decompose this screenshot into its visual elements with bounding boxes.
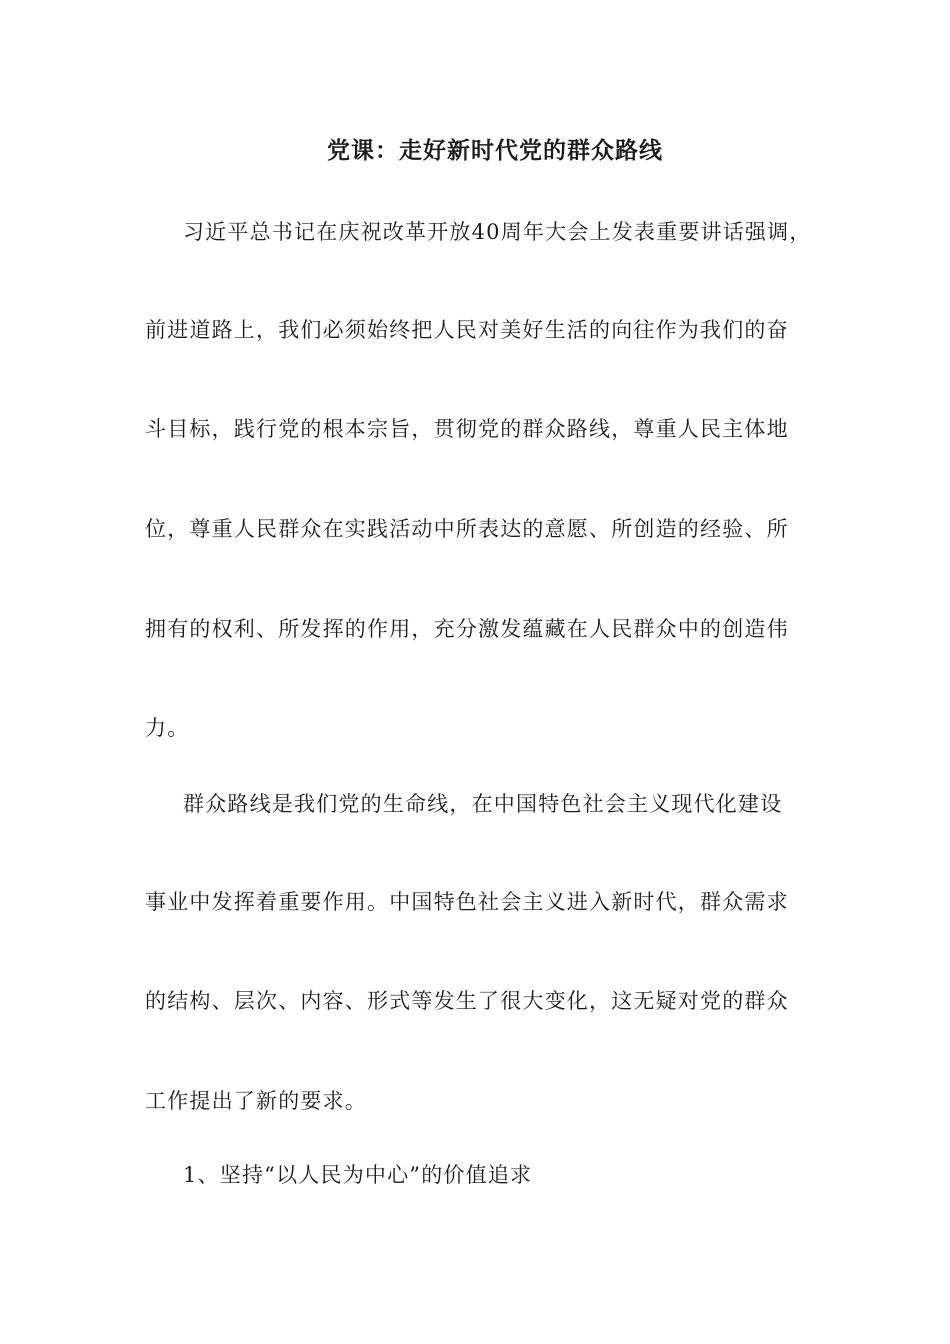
paragraph-1-line-6: 力。 (145, 716, 190, 740)
paragraph-2-line-3: 的结构、层次、内容、形式等发生了很大变化，这无疑对党的群众 (145, 989, 789, 1013)
paragraph-2-line-2: 事业中发挥着重要作用。中国特色社会主义进入新时代，群众需求 (145, 890, 789, 914)
paragraph-1-line-2: 前进道路上，我们必须始终把人民对美好生活的向往作为我们的奋 (145, 318, 789, 342)
paragraph-1-line-1: 习近平总书记在庆祝改革开放40周年大会上发表重要讲话强调， (183, 220, 812, 244)
paragraph-2-line-4: 工作提出了新的要求。 (145, 1089, 367, 1113)
paragraph-1-line-3: 斗目标，践行党的根本宗旨，贯彻党的群众路线，尊重人民主体地 (145, 417, 789, 441)
document-title: 党课：走好新时代党的群众路线 (327, 137, 663, 164)
paragraph-1-line-5: 拥有的权利、所发挥的作用，充分激发蕴藏在人民群众中的创造伟 (145, 617, 789, 641)
section-heading: 1、坚持“以人民为中心”的价值追求 (183, 1163, 533, 1187)
paragraph-2-line-1: 群众路线是我们党的生命线，在中国特色社会主义现代化建设 (183, 792, 783, 816)
paragraph-1-line-4: 位，尊重人民群众在实践活动中所表达的意愿、所创造的经验、所 (145, 517, 789, 541)
